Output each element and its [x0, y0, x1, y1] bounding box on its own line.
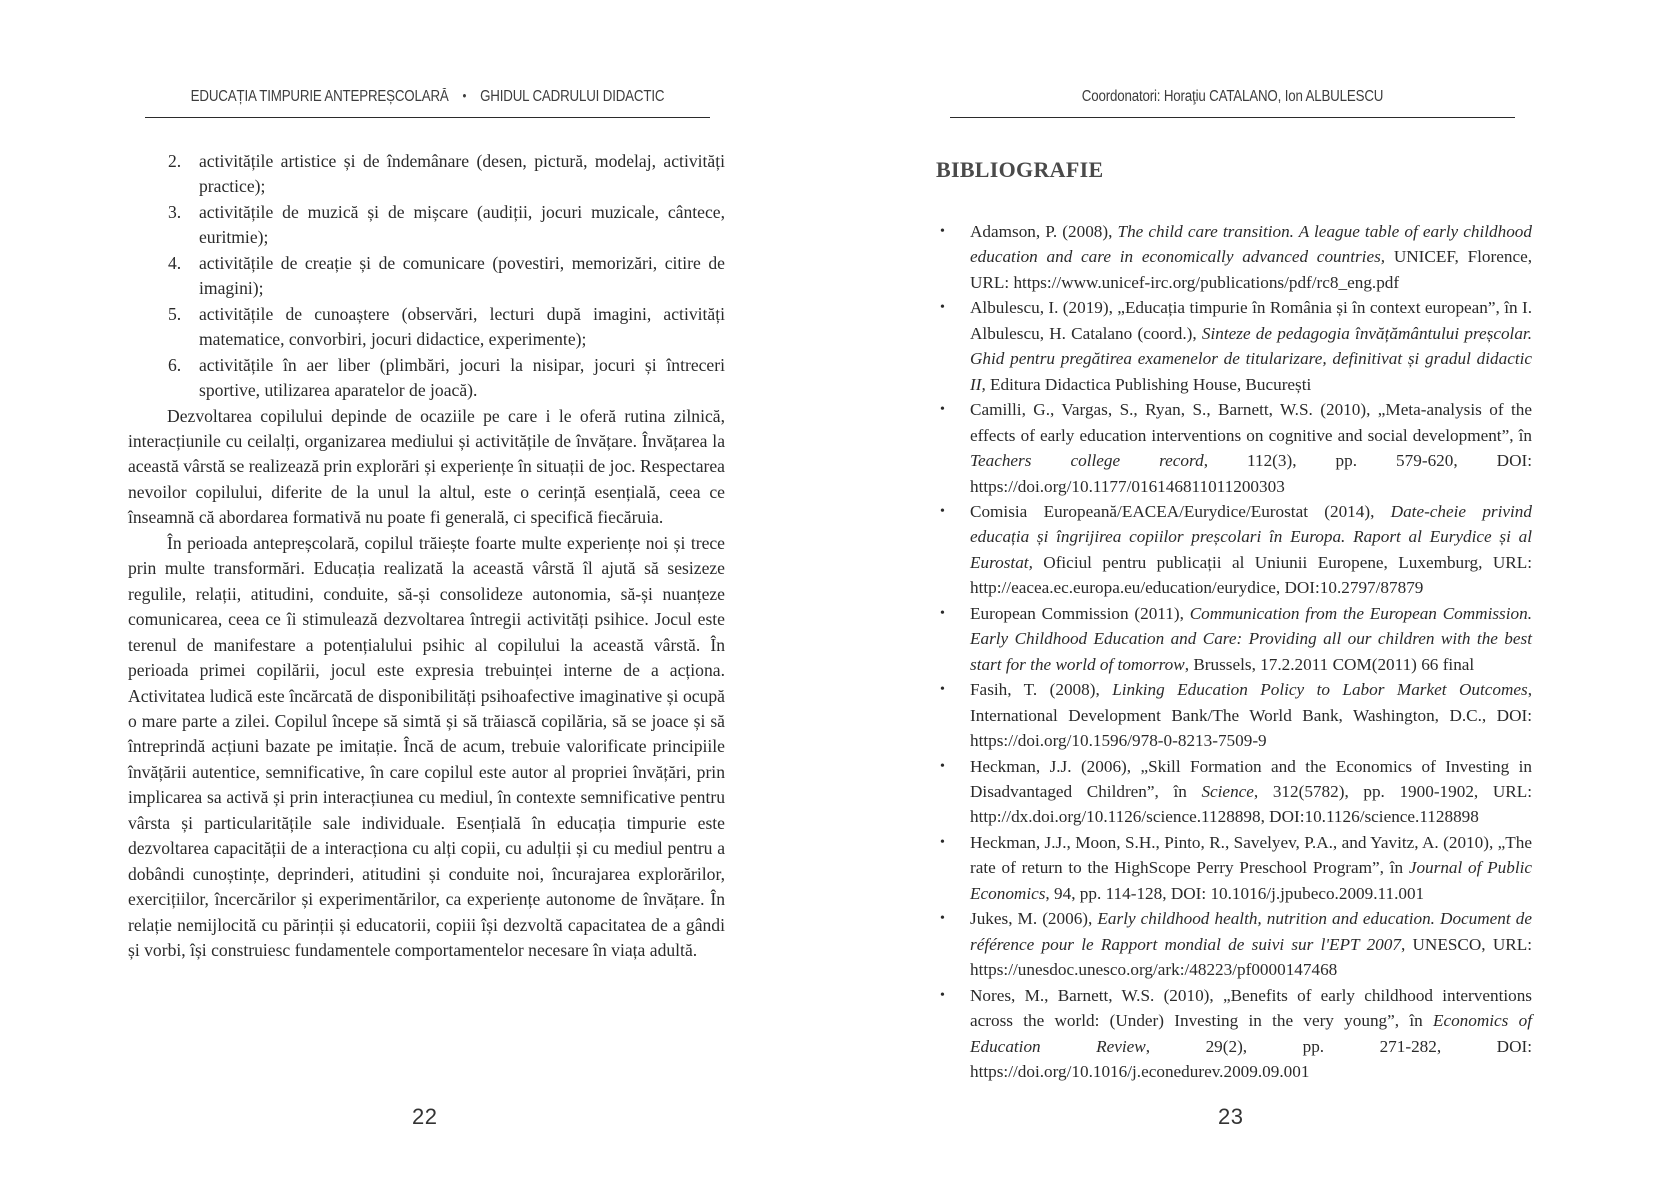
header-rule: [950, 117, 1515, 118]
running-head-right: Coordonatori: Horaţiu CATALANO, Ion ALBULESCU: [1081, 88, 1384, 105]
reference-text: Camilli, G., Vargas, S., Ryan, S., Barnett, W.S. (2010), „Meta-analysis of the effects of early education interventions on cognitive and social development”, în: [970, 400, 1532, 445]
reference-item: [936, 295, 1532, 397]
reference-title: Linking Education Policy to Labor Market Outcomes: [1112, 680, 1528, 700]
reference-title: Date-cheie privind educația și îngrijirea copiilor preșcolari în Europa. Raport al Eurydice și al Eurostat,: [970, 501, 1532, 572]
reference-item: [936, 754, 1532, 830]
reference-title: Early childhood health, nutrition and education. Document de référence pour le Rapport mondial de suivi sur l'EPT 2007: [970, 909, 1532, 954]
bullet-icon: •: [940, 911, 945, 927]
reference-details: , 312(5782), pp. 1900-1902, URL: http://dx.doi.org/10.1126/science.1128898, DOI:10.1126/science.1128898: [970, 781, 1532, 827]
list-text: activitățile artistice și de îndemânare (desen, pictură, modelaj, activități practice);: [199, 151, 725, 197]
reference-text: Albulescu, I. (2019), „Educația timpurie în România și în context european”, în I. Albulescu, H. Catalano (coord.),: [970, 298, 1532, 343]
bullet-icon: •: [940, 402, 945, 418]
reference-item: [936, 397, 1532, 499]
reference-title: Sinteze de pedagogia învățământului preșcolar. Ghid pentru pregătirea examenelor de titularizare, definitivat și gradul didactic II,: [970, 323, 1532, 394]
reference-title: The child care transition. A league table of early childhood education and care in economically advanced countries,: [970, 222, 1532, 267]
bullet-icon: •: [940, 503, 945, 519]
reference-item: [936, 906, 1532, 982]
paragraph: În perioada antepreșcolară, copilul trăiește foarte multe experiențe noi și trece prin multe transformări. Educația realizată la această vârstă îl ajută să sesizeze regulile, relații, atitudini, conduite, să-și consolideze autonomia, să-și nuanțeze comunicarea, ceea ce îi stimulează dezvoltarea întregii activități psihice. Jocul este terenul de manifestare a potențialului psihic al copilului la această vârstă. În perioada primei copilării, jocul este expresia trebuinței interne de a acționa. Activitatea ludică este încărcată de disponibilități psihoafective imaginative și ocupă o mare parte a zilei. Copilul începe să simtă și să trăiască copilăria, să se joace și să întreprindă acțiuni bazate pe imitație. Încă de acum, trebuie valorificate principiile învățării autentice, semnificative, în care copilul este autor al propriei învățări, prin implicarea sa activă și prin interacțiunea cu mediul, în contexte semnificative pentru vârsta și particularitățile sale individuale. Esențială în educația timpurie este dezvoltarea capacității de a interacționa cu alți copii, cu adulții și cu mediul pentru a dobândi cunoștințe, deprinderi, atitudini și conduite noi, încurajarea explorărilor, exercițiilor, încercărilor și experimentărilor, ca experiențe autonome de învățare. În relație nemijlocită cu părinții și educatorii, copiii își dezvoltă capacitatea de a gândi și vorbi, își construiesc fundamentele comportamentelor necesare în viața adultă.: [128, 532, 725, 961]
activity-list: [128, 149, 725, 404]
bullet-icon: •: [940, 224, 945, 239]
reference-details: , UNESCO, URL: https://unesdoc.unesco.org/ark:/48223/pf0000147468: [970, 934, 1532, 980]
reference-details: , 112(3), pp. 579-620, DOI: https://doi.org/10.1177/016146811011200303: [970, 451, 1533, 496]
reference-title: Communication from the European Commission. Early Childhood Education and Care: Providing all our children with the best start for the world of tomorrow: [970, 603, 1533, 674]
reference-text: Heckman, J.J. (2006), „Skill Formation and the Economics of Investing in Disadvantaged Children”, în: [970, 756, 1532, 801]
bullet-icon: •: [940, 682, 945, 698]
reference-details: , International Development Bank/The World Bank, Washington, D.C., DOI: https://doi.org/10.1596/978-0-8213-7509-9: [970, 680, 1532, 751]
page-number: 23: [1218, 1104, 1244, 1129]
list-number: 5.: [168, 303, 182, 324]
bullet-icon: •: [940, 758, 945, 774]
bullet-icon: •: [940, 605, 945, 621]
running-head-title: EDUCAȚIA TIMPURIE ANTEPREȘCOLARĂ: [190, 88, 449, 105]
reference-text: Fasih, T. (2008),: [970, 680, 1113, 700]
running-head-subtitle: GHIDUL CADRULUI DIDACTIC: [480, 88, 665, 105]
section-title: BIBLIOGRAFIE: [936, 157, 1104, 182]
list-item: [128, 302, 725, 353]
list-number: 4.: [168, 252, 182, 273]
reference-item: [936, 677, 1532, 753]
list-item: [128, 353, 725, 404]
reference-details: , 94, pp. 114-128, DOI: 10.1016/j.jpubeco.2009.11.001: [1045, 883, 1425, 903]
reference-item: [936, 499, 1532, 601]
list-number: 2.: [168, 151, 182, 171]
reference-title: Science: [1201, 781, 1254, 801]
reference-text: Adamson, P. (2008),: [970, 222, 1118, 241]
bullet-icon: •: [940, 834, 945, 850]
list-text: activitățile de creație și de comunicare (povestiri, memorizări, citire de imagini);: [199, 252, 725, 299]
reference-details: Oficiul pentru publicații al Uniunii Europene, Luxemburg, URL: http://eacea.ec.europa.eu/education/eurydice, DOI:10.2797/87879: [970, 552, 1532, 598]
right-page: [828, 0, 1656, 1200]
reference-details: , Brussels, 17.2.2011 COM(2011) 66 final: [1184, 654, 1475, 674]
page-number: 22: [412, 1104, 438, 1129]
list-text: activitățile de cunoaștere (observări, lecturi după imagini, activități matematice, convorbiri, jocuri didactice, experimente);: [199, 303, 725, 350]
list-number: 6.: [168, 354, 182, 375]
reference-text: Nores, M., Barnett, W.S. (2010), „Benefits of early childhood interventions across the world: (Under) Investing in the very young”, în: [970, 985, 1532, 1031]
paragraph: Dezvoltarea copilului depinde de ocaziile pe care i le oferă rutina zilnică, interacțiunile cu ceilalți, organizarea mediului și activitățile de învățare. Învățarea la această vârstă se realizează prin explorări și experiențe în situații de joc. Respectarea nevoilor copilului, diferite de la unul la altul, este o cerință esențială, ceea ce înseamnă că abordarea formativă nu poate fi generală, ci specifică fiecăruia.: [128, 405, 725, 528]
reference-item: [936, 219, 1532, 295]
list-text: activitățile în aer liber (plimbări, jocuri la nisipar, jocuri și întreceri sportive, utilizarea aparatelor de joacă).: [199, 354, 725, 401]
running-head-left: [185, 88, 671, 106]
bibliography-list: [936, 219, 1532, 1084]
reference-text: European Commission (2011),: [970, 603, 1190, 623]
reference-title: Teachers college record: [970, 451, 1204, 471]
reference-details: UNICEF, Florence, URL: https://www.unicef-irc.org/publications/pdf/rc8_eng.pdf: [970, 247, 1532, 292]
header-rule: [145, 117, 710, 118]
reference-text: Jukes, M. (2006),: [970, 909, 1098, 929]
list-text: activitățile de muzică și de mișcare (audiții, jocuri muzicale, cântece, euritmie);: [199, 201, 725, 248]
reference-item: [936, 830, 1532, 906]
bullet-separator-icon: •: [462, 88, 467, 103]
reference-details: Editura Didactica Publishing House, București: [985, 374, 1312, 394]
list-item: [128, 251, 725, 302]
bullet-icon: •: [940, 987, 945, 1003]
body-text: [128, 149, 725, 964]
bullet-icon: •: [940, 300, 945, 316]
reference-text: Heckman, J.J., Moon, S.H., Pinto, R., Savelyev, P.A., and Yavitz, A. (2010), „The rate of return to the HighScope Perry Preschool Program”, în: [970, 832, 1532, 878]
reference-item: [936, 983, 1532, 1085]
reference-item: [936, 601, 1532, 677]
reference-title: Economics of Education Review: [970, 1011, 1532, 1056]
list-number: 3.: [168, 201, 182, 222]
reference-details: , 29(2), pp. 271-282, DOI: https://doi.org/10.1016/j.econedurev.2009.09.001: [970, 1036, 1532, 1081]
list-item: [128, 200, 725, 251]
reference-title: Journal of Public Economics: [970, 858, 1533, 903]
reference-text: Comisia Europeană/EACEA/Eurydice/Eurostat (2014),: [970, 501, 1391, 521]
list-item: [128, 149, 725, 200]
